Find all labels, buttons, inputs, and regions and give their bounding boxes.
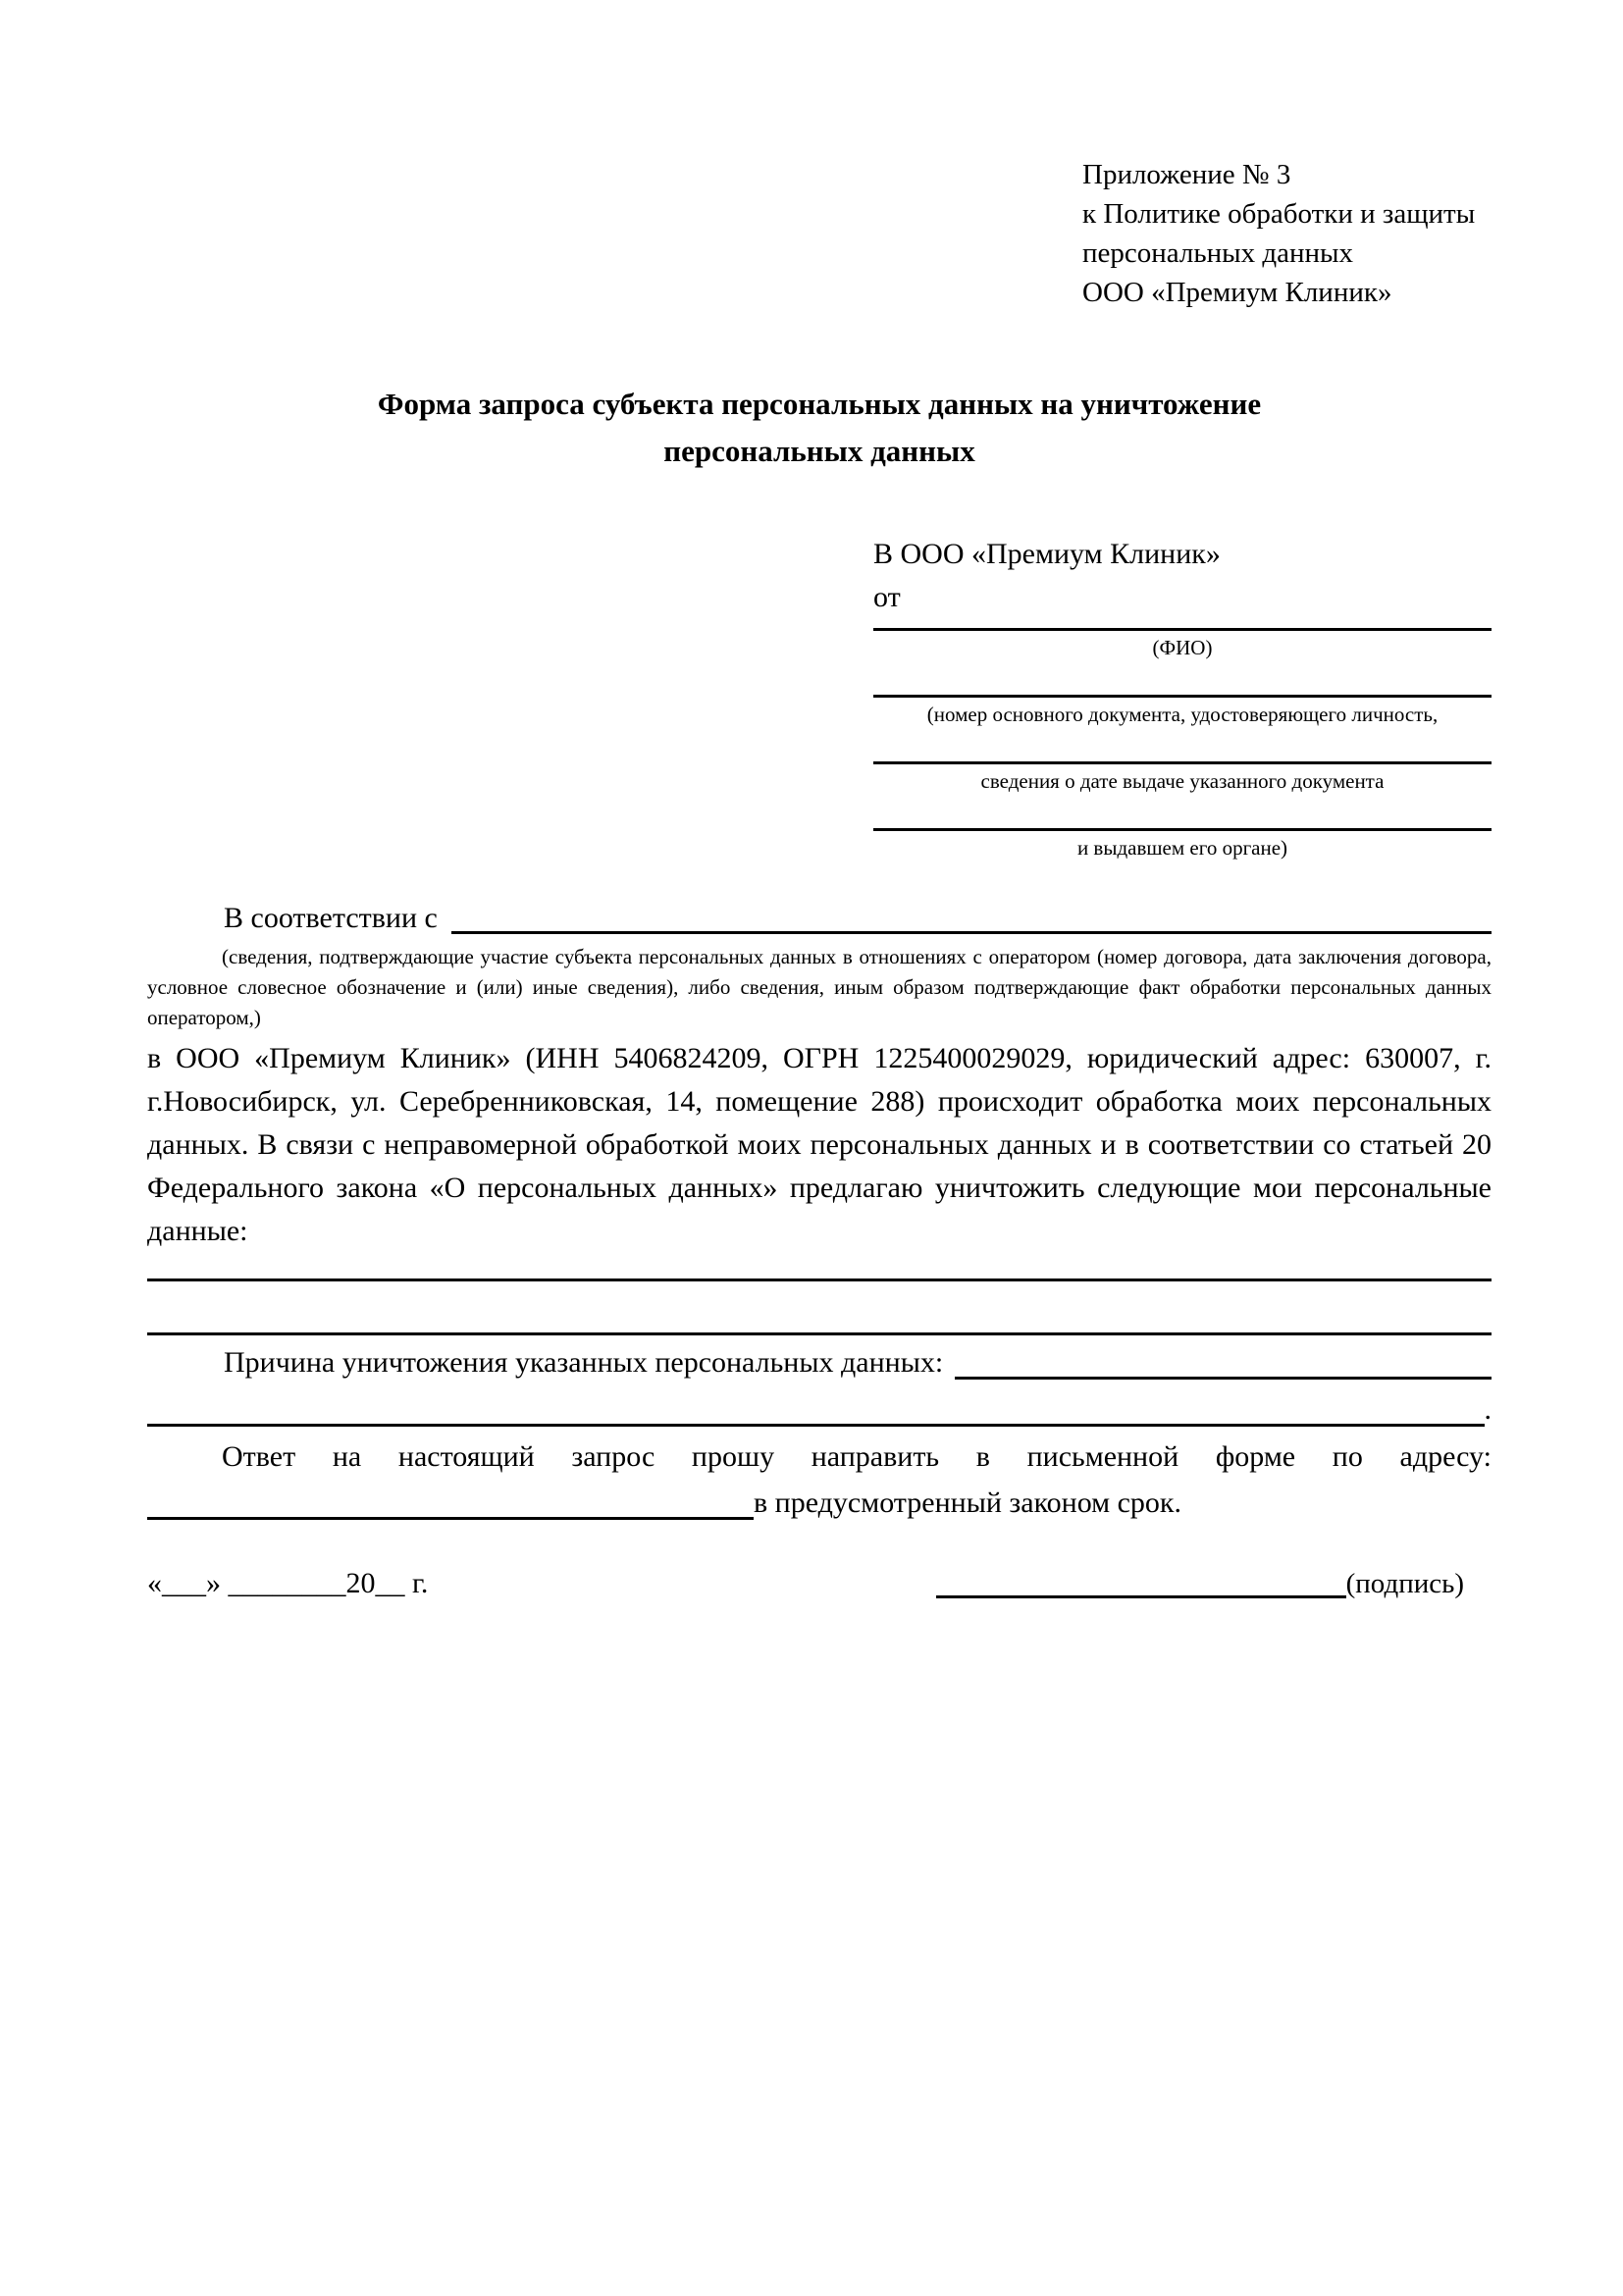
accordance-label: В соответствии с [224, 902, 438, 934]
appendix-header [1082, 155, 1492, 312]
appendix-header-line-1: Приложение № 3 [1082, 159, 1291, 190]
addressee-from-label: от [873, 581, 901, 613]
reason-period: . [1484, 1393, 1492, 1426]
issue-date-field [873, 761, 1492, 795]
response-address-row [147, 1480, 1492, 1527]
appendix-header-line-2: к Политике обработки и защиты [1082, 198, 1476, 230]
accordance-row [147, 897, 1492, 940]
fio-caption: (ФИО) [1152, 636, 1213, 659]
response-address-input-line[interactable] [147, 1480, 754, 1520]
accordance-input-line[interactable] [451, 897, 1492, 934]
reason-input-line-1[interactable] [955, 1339, 1492, 1380]
signature-caption: (подпись) [1345, 1568, 1464, 1599]
reason-input-line-2[interactable] [147, 1386, 1485, 1427]
reason-continuation-row [147, 1386, 1492, 1434]
document-title: Форма запроса субъекта персональных данных на уничтожение персональных данных [377, 387, 1262, 468]
addressee-to: В ООО «Премиум Клиник» [873, 538, 1221, 570]
accordance-caption: (сведения, подтверждающие участие субъекта персональных данных в отношениях с оператором (номер договора, дата заключения договора, условное словесное обозначение и (или) иные сведения), либо сведения, иным образом подтверждающие факт обработки персональных данных оператором,) [147, 945, 1492, 1029]
personal-data-input-line-2[interactable] [147, 1281, 1492, 1335]
issuing-authority-caption: и выдавшем его органе) [1076, 836, 1288, 860]
appendix-header-line-4: ООО «Премиум Клиник» [1082, 277, 1392, 308]
main-paragraph: в ООО «Премиум Клиник» (ИНН 5406824209, ОГРН 1225400029029, юридический адрес: 630007, г. г.Новосибирск, ул. Серебренниковская, 14, помещение 288) происходит обработка моих персональных данных. В связи с неправомерной обработкой моих персональных данных и в соответствии со статьей 20 Федерального закона «О персональных данных» предлагаю уничтожить следующие мои персональные данные: [147, 1042, 1492, 1247]
addressee-block [873, 532, 1492, 861]
signature-input-line[interactable] [936, 1595, 1346, 1598]
signature-group [936, 1560, 1464, 1607]
issuing-authority-field [873, 828, 1492, 861]
document-number-caption: (номер основного документа, удостоверяющего личность, [926, 703, 1439, 726]
appendix-header-line-3: персональных данных [1082, 237, 1354, 269]
footer-row [147, 1560, 1492, 1607]
document-number-field [873, 695, 1492, 728]
response-tail: в предусмотренный законом срок. [754, 1487, 1181, 1519]
reason-label: Причина уничтожения указанных персональных данных: [224, 1346, 944, 1379]
reason-row [147, 1339, 1492, 1386]
personal-data-input-line-1[interactable] [147, 1253, 1492, 1281]
issue-date-caption: сведения о дате выдаче указанного документа [980, 769, 1385, 793]
fio-field [873, 628, 1492, 661]
response-sentence: Ответ на настоящий запрос прошу направить в письменной форме по адресу: [222, 1440, 1492, 1473]
date-blank-field[interactable]: «___» ________20__ г. [147, 1567, 429, 1599]
